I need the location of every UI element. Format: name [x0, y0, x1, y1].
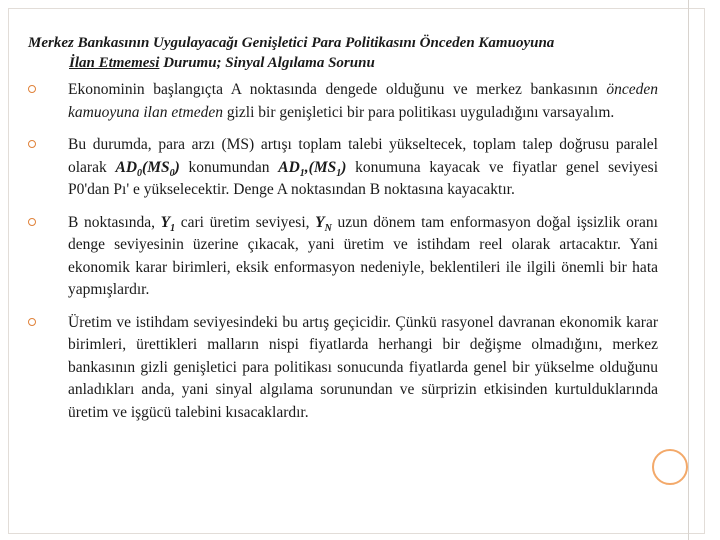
ms1-close: ): [341, 158, 347, 176]
text-span: Bu durumda, para arzı (MS) artışı toplam talebi yükseltecek, toplam talep doğrusu paralel olarak: [68, 136, 658, 176]
text-span: uzun dönem tam enformasyon doğal işsizlik oranı denge seviyesinin üzerine çıkacak, yani üretim ve istihdam reel olarak artacaktır. Yani ekonomik karar birimleri, eksik enformasyon nedeniyle, beklentileri ile ilgili önemli bir hata yapmışlardır.: [68, 213, 658, 298]
ad1-text: AD: [278, 158, 300, 176]
text-span: konumundan: [179, 158, 279, 176]
bullet-item: [28, 312, 658, 425]
ms0-text: (MS: [142, 158, 170, 176]
bullet-text: [68, 79, 658, 124]
italic-span: önceden kamuoyuna ilan etmeden: [68, 81, 658, 121]
bullet-item: [28, 212, 658, 302]
y1-sub: 1: [170, 222, 176, 234]
title-rest: Durumu; Sinyal Algılama Sorunu: [159, 55, 375, 71]
decorative-circle: [652, 449, 688, 485]
title-underlined: İlan Etmemesi: [69, 55, 160, 71]
bullet-item: [28, 134, 658, 202]
y1-label: [160, 213, 176, 234]
ad0-sub: 0: [137, 167, 143, 179]
ad1-label: [278, 158, 347, 179]
bullet-text: [68, 134, 658, 202]
bullet-text: [68, 212, 658, 302]
ms1-text: ,(MS: [304, 158, 337, 176]
ms0-close: ): [174, 158, 180, 176]
title-line-1: Merkez Bankasının Uygulayacağı Genişletici Para Politikasını Önceden Kamuoyuna: [28, 35, 555, 51]
decorative-line: [688, 0, 689, 540]
yn-text: Y: [315, 213, 325, 231]
bullet-list: [28, 79, 658, 434]
yn-label: [315, 213, 332, 234]
ms0-sub: 0: [169, 167, 175, 179]
ms1-sub: 1: [336, 167, 342, 179]
ad1-sub: 1: [299, 167, 305, 179]
bullet-text: Üretim ve istihdam seviyesindeki bu artış geçicidir. Çünkü rasyonel davranan ekonomik karar birimleri, ürettikleri malların nispi fiyatlarda herhangi bir değişme olmadığını, merkez bankasının gizli genişletici para politikası sonucunda fiyatlarda genel bir yükselme olduğunu anladıkları anda, yani sinyal algılama sorunundan ve sürprizin etkisinden kurtulduklarında üretim ve işgücü talebini kısacaklardır.: [68, 313, 658, 421]
text-span: B noktasında,: [68, 213, 161, 231]
text-span: konumuna kayacak ve fiyatlar genel seviyesi P0'dan Pı' e yükselecektir. Denge A noktasından B noktasına kayacaktır.: [68, 158, 659, 198]
slide-title: [28, 33, 668, 73]
bullet-circle-icon: [28, 140, 36, 148]
text-span: cari üretim seviyesi,: [175, 213, 316, 231]
bullet-circle-icon: [28, 218, 36, 226]
bullet-circle-icon: [28, 318, 36, 326]
text-span: Ekonominin başlangıçta A noktasında dengede olduğunu ve merkez bankasının: [68, 81, 607, 98]
ad0-label: [115, 158, 180, 179]
text-span: gizli bir genişletici bir para politikası uyguladığını varsayalım.: [222, 103, 615, 121]
yn-sub: N: [324, 222, 332, 234]
ad0-text: AD: [115, 158, 138, 176]
bullet-circle-icon: [28, 85, 36, 93]
bullet-item: [28, 79, 658, 124]
y1-text: Y: [160, 213, 171, 231]
title-line-2: [28, 53, 668, 73]
